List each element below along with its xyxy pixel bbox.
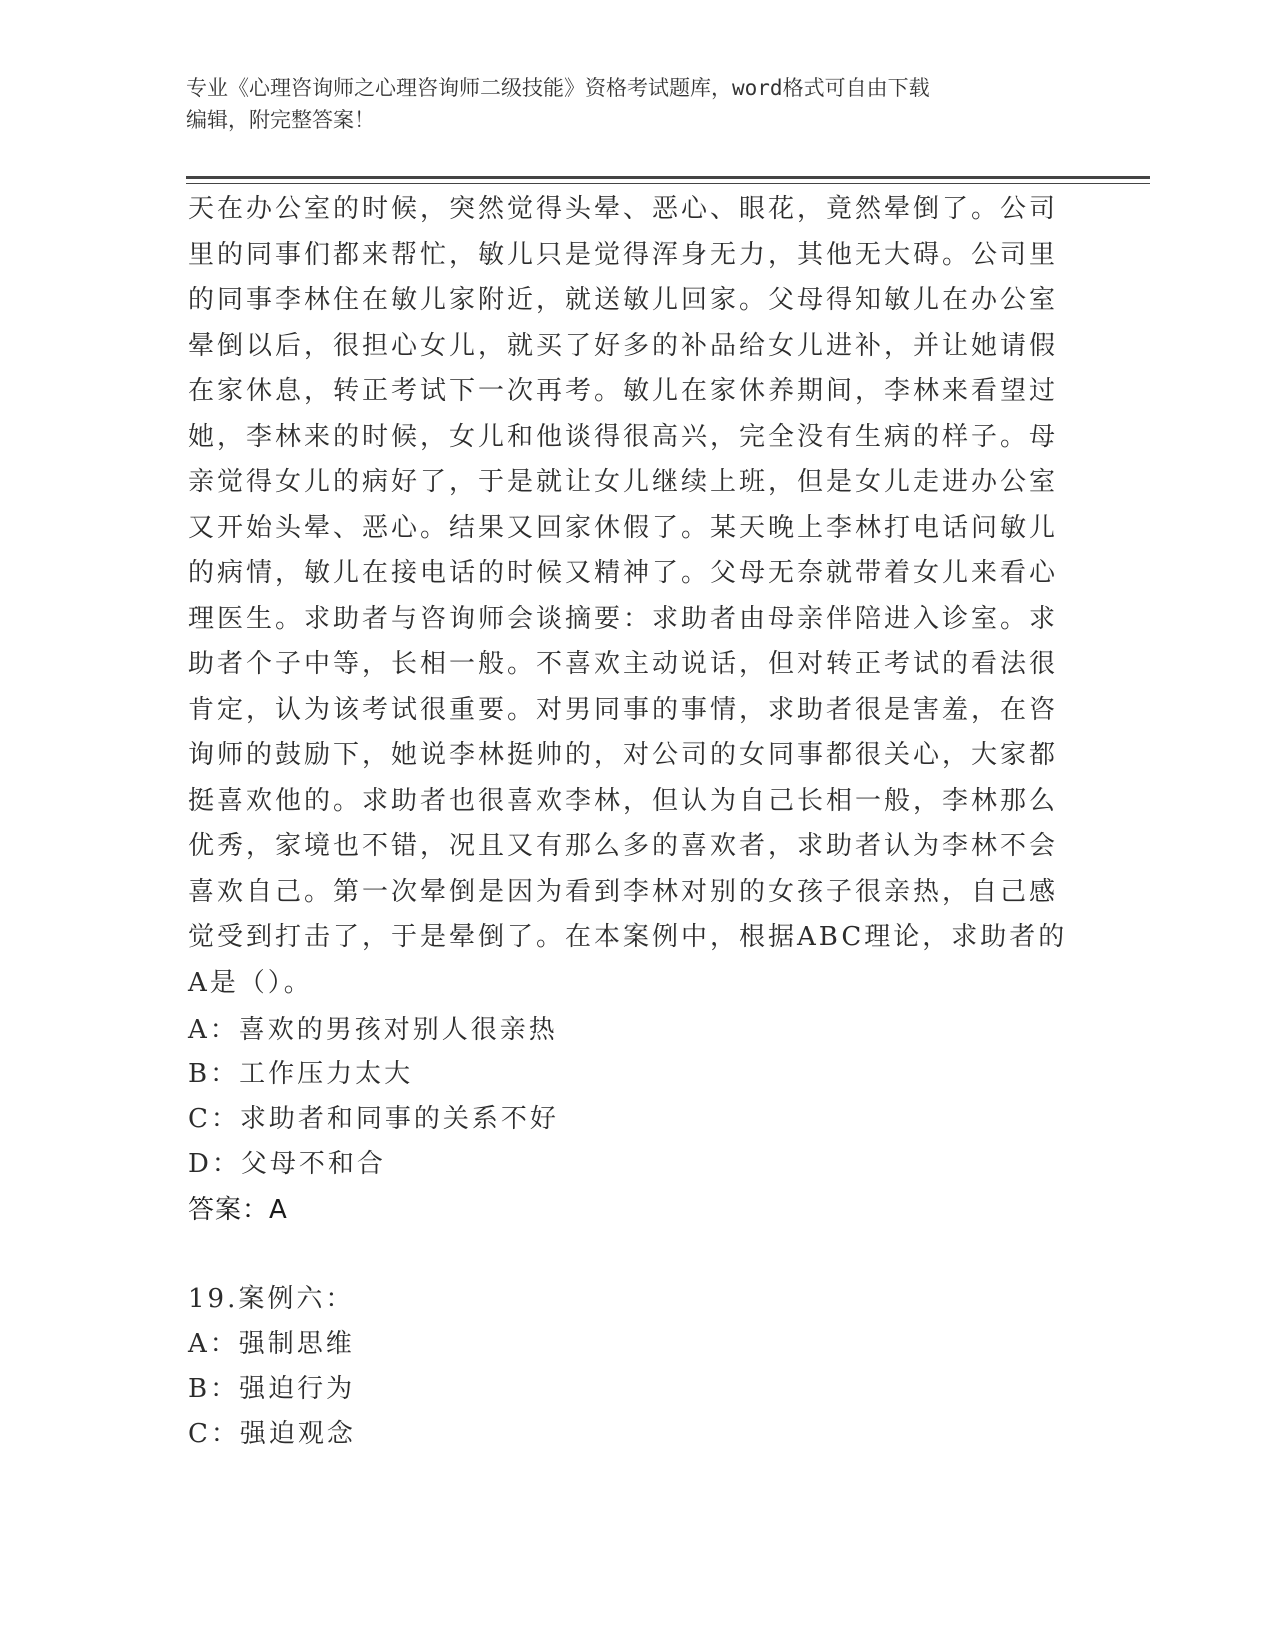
stem-line: 她，李林来的时候，女儿和他谈得很高兴，完全没有生病的样子。母 [188,421,1059,452]
stem-line: 喜欢自己。第一次晕倒是因为看到李林对别的女孩子很亲热，自己感 [188,876,1059,907]
stem-line: 又开始头晕、恶心。结果又回家休假了。某天晚上李林打电话问敏儿 [188,512,1059,543]
q19-option-c: C：强迫观念 [188,1419,356,1449]
stem-line: 天在办公室的时候，突然觉得头晕、恶心、眼花，竟然晕倒了。公司 [188,194,1059,224]
stem-line: 在家休息，转正考试下一次再考。敏儿在家休养期间，李林来看望过 [188,376,1059,406]
stem-line: 的病情，敏儿在接电话的时候又精神了。父母无奈就带着女儿来看心 [188,558,1059,588]
header-line-2: 编辑，附完整答案！ [186,108,375,132]
stem-line: 询师的鼓励下，她说李林挺帅的，对公司的女同事都很关心，大家都 [188,740,1059,770]
q19-option-a: A：强制思维 [188,1329,355,1359]
question-18-stem [188,187,1068,1006]
stem-line: 晕倒以后，很担心女儿，就买了好多的补品给女儿进补，并让她请假 [188,330,1059,361]
stem-line: 助者个子中等，长相一般。不喜欢主动说话，但对转正考试的看法很 [188,649,1059,679]
stem-line: 里的同事们都来帮忙，敏儿只是觉得浑身无力，其他无大碍。公司里 [188,239,1059,270]
q18-option-c: C：求助者和同事的关系不好 [188,1104,559,1134]
header-line-1: 专业《心理咨询师之心理咨询师二级技能》资格考试题库，word格式可自由下载 [186,76,930,100]
question-19-stem: 19.案例六： [188,1284,355,1314]
header-rule-thick [186,176,1150,179]
q18-answer: 答案：A [188,1195,288,1225]
stem-line: 优秀，家境也不错，况且又有那么多的喜欢者，求助者认为李林不会 [188,831,1059,861]
stem-line: A是（）。 [188,967,313,998]
stem-line: 亲觉得女儿的病好了，于是就让女儿继续上班，但是女儿走进办公室 [188,467,1059,497]
q18-option-d: D：父母不和合 [188,1149,386,1179]
header-rule-thin [186,183,1150,184]
q19-option-b: B：强迫行为 [188,1374,356,1404]
stem-line: 肯定，认为该考试很重要。对男同事的事情，求助者很是害羞，在咨 [188,694,1059,725]
q18-option-b: B：工作压力太大 [188,1059,414,1089]
stem-line: 理医生。求助者与咨询师会谈摘要：求助者由母亲伴陪进入诊室。求 [188,603,1059,634]
stem-line: 挺喜欢他的。求助者也很喜欢李林，但认为自己长相一般，李林那么 [188,785,1059,816]
q18-option-a: A：喜欢的男孩对别人很亲热 [188,1015,558,1045]
stem-line: 的同事李林住在敏儿家附近，就送敏儿回家。父母得知敏儿在办公室 [188,285,1059,315]
stem-line: 觉受到打击了，于是晕倒了。在本案例中，根据ABC理论，求助者的 [188,922,1068,952]
document-header [186,72,1066,136]
